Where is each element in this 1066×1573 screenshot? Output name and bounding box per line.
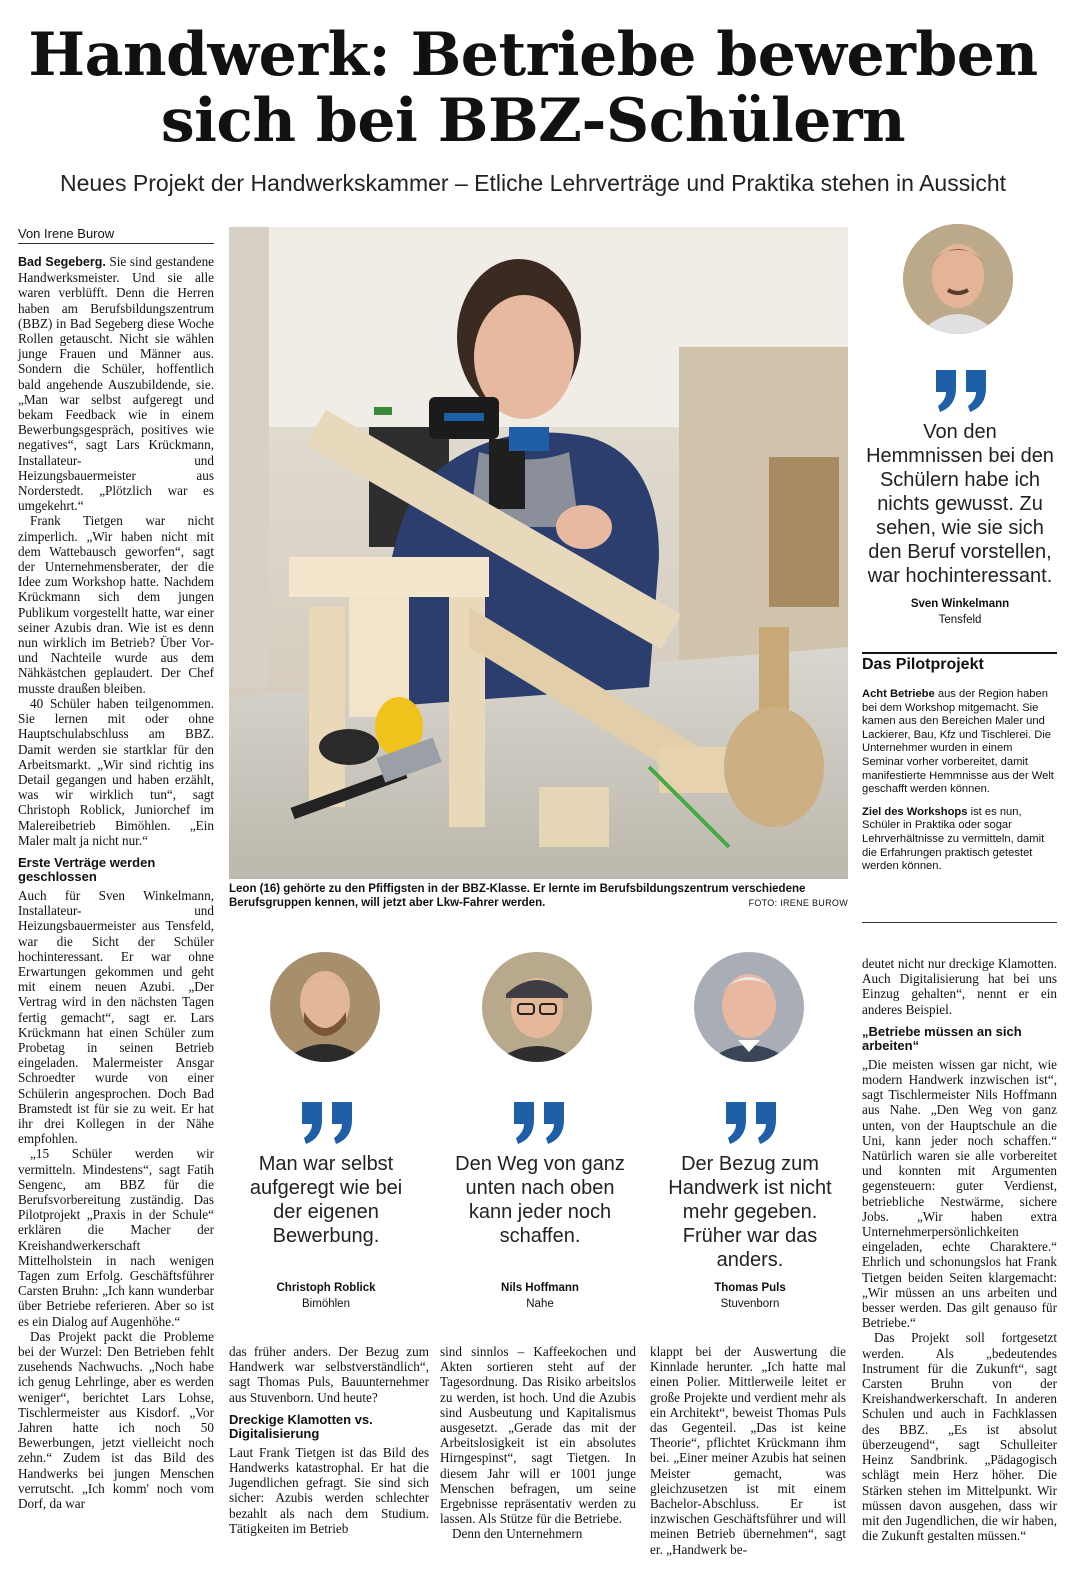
pull-quote-text: Den Weg von ganz unten nach oben kann jeder noch schaffen. [455, 1153, 625, 1247]
pull-quote-text: Von den Hemmnissen bei den Schülern habe ich nichts gewusst. Zu sehen, wie sie sich den Beruf vorstellen, war hochinteressant. [866, 421, 1054, 587]
portrait-winkelmann [903, 224, 1013, 334]
subhead: Neues Projekt der Handwerkskammer – Etliche Lehrverträge und Praktika stehen in Aussicht [59, 170, 1006, 196]
paragraph: deutet nicht nur dreckige Klamotten. Auch Digitalisierung hat bei uns Einzug gehalten“, nennt er ein anderes Beispiel. [862, 956, 1057, 1017]
subheading: Dreckige Klamotten vs. Digitalisierung [229, 1411, 373, 1441]
paragraph: Auch für Sven Winkelmann, Installateur- und Heizungsbauermeister aus Tensfeld, war die Sicht der Schüler hochinteressant. Er war ohne Erwartungen gekommen und geht mit einem neuen Azubi. „Der Vertrag wird in den nächsten Tagen fertig gemacht“, sagt er. Lars Krückmann hat einen Schüler zum Probetag in seinen Betrieb eingeladen. Malermeister Ansgar Schroedter wurde von einer Schülerin angesprochen. Doch Bad Bramstedt ist für sie zu weit. Er hat ihr drei Kollegen in der Nähe empfohlen. [18, 887, 214, 1147]
info-paragraph: Ziel des Workshops ist es nun, Schüler in Praktika oder sogar Lehrverhältnisse zu vermitteln, damit die Erfahrungen praktisch getestet werden können. [862, 805, 1045, 873]
paragraph: Das Projekt packt die Probleme bei der Wurzel: Den Betrieben fehlt zusehends Nachwuchs. „Noch habe ich genug Lehrlinge, aber es werden weniger“, berichtet Lars Lohse, Tischlermeister aus Kisdorf. „Vor Jahren hatte ich noch 50 Bewerbungen, jetzt vielleicht noch zehn.“ Zudem ist das Bild des Handwerks bei jungen Menschen verrutscht. „Ich komm' noch vom Dorf, da war [18, 1328, 214, 1512]
info-box-body [862, 688, 1057, 883]
info-box-title: Das Pilotprojekt [862, 652, 1057, 674]
pull-quote-name: Thomas Puls [714, 1282, 786, 1294]
byline: Von Irene Burow [18, 226, 214, 244]
paragraph: das früher anders. Der Bezug zum Handwerk war selbstverständlich“, sagt Thomas Puls, Bauunternehmer aus Stuvenborn. Und heute? [229, 1344, 429, 1405]
paragraph: sind sinnlos – Kaffeekochen und Akten sortieren steht auf der Tagesordnung. Das Risiko arbeitslos zu werden, ist hoch. Und die Azubis sind Ausbeutung und Kapitalismus ausgesetzt. „Gerade das mit der Arbeitslosigkeit ist ein absolutes Hirngespinst“, sagt Tietgen. In diesem Jahr will er 1001 junge Menschen befragen, um seine Ergebnisse repräsentativ werden zu lassen. Als Stütze für die Betriebe. [440, 1344, 636, 1527]
quote-mark-icon [300, 1102, 360, 1144]
portrait-avatar [270, 952, 380, 1062]
quote-mark-icon [724, 1102, 784, 1144]
article-column-2 [229, 1344, 429, 1536]
quote-mark-icon [512, 1102, 572, 1144]
pull-quote-text: Der Bezug zum Handwerk ist nicht mehr gegeben. Früher war das anders. [668, 1153, 832, 1271]
portrait-puls [694, 952, 804, 1062]
portrait-roblick [270, 952, 380, 1062]
subheading: „Betriebe müssen an sich arbeiten“ [862, 1023, 1022, 1053]
article-column-5 [862, 956, 1057, 1543]
subheading: Erste Verträge werden geschlossen [18, 854, 156, 884]
article-column-1 [18, 254, 214, 1511]
dateline: Bad Segeberg. [18, 255, 106, 269]
portrait-avatar [694, 952, 804, 1062]
portrait-hoffmann [482, 952, 592, 1062]
pull-quote-name: Sven Winkelmann [910, 598, 1010, 610]
pull-quote-place: Stuvenborn [720, 1298, 780, 1310]
paragraph: „15 Schüler werden wir vermitteln. Mindestens“, sagt Fatih Sengenc, am BBZ für die Berufsvorbereitung zuständig. Das Pilotprojekt „Praxis in der Schule“ erklären die Macher der Kreishandwerkerschaft Mittelholstein in nach wenigen Tagen zum Erfolg. Geschäftsführer Carsten Bruhn: „Ich kann wunderbar über Betriebe referieren. Aber so ist es ein Dialog auf Augenhöhe.“ [18, 1146, 214, 1329]
paragraph: 40 Schüler haben teilgenommen. Sie lernen mit oder ohne Hauptschulabschluss am BBZ. Damit werden sie startklar für den Arbeitsmarkt. „Wir sind richtig ins Detail gegangen und haben erzählt, was wir wirklich tun“, sagt Christoph Roblick, Juniorchef im Malereibetrieb Bimöhlen. „Ein Maler malt ja nicht nur.“ [18, 695, 214, 848]
headline-line-1: Handwerk: Betriebe bewerben [28, 20, 1038, 90]
pull-quote-name: Christoph Roblick [276, 1282, 376, 1294]
pull-quote-place: Tensfeld [938, 614, 982, 626]
photo-caption: Leon (16) gehörte zu den Pfiffigsten in der BBZ-Klasse. Er lernte im Berufsbildungszentrum verschiedene Berufsgruppen kennen, will jetzt aber Lkw-Fahrer werden. [229, 883, 806, 909]
article-column-3 [440, 1344, 636, 1542]
paragraph: Laut Frank Tietgen ist das Bild des Handwerks katastrophal. Er hat die Jugendlichen gefragt. Sie sind sich sicher: Azubis werden schlechter bezahlt als nach dem Studium. Tätigkeiten im Betrieb [229, 1444, 429, 1536]
workshop-photo [229, 227, 848, 879]
divider [862, 922, 1057, 923]
info-paragraph: Acht Betriebe aus der Region haben bei dem Workshop mitgemacht. Sie kamen aus den Bereichen Maler und Lackierer, Bau, Kfz und Tischlerei. Die Unternehmer wurden in einem Seminar vorher vorbereitet, damit manifestierte Hemmnisse aus der Welt geschafft werden können. [862, 688, 1054, 796]
paragraph: Das Projekt soll fortgesetzt werden. Als „bedeutendes Instrument für die Zukunft“, sagt Carsten Bruhn von der Kreishandwerkerschaft. In anderen Schulen und auch in Fachklassen des BBZ. „Es ist absolut überzeugend“, sagt Schulleiter Heinz Sandbrink. „Pädagogisch schlägt mein Herz höher. Die Stärken stehen im Mittelpunkt. Wir müssen davon ausgehen, dass wir mit den Jugendlichen, die wir haben, die Zukunft gestalten müssen.“ [862, 1330, 1057, 1544]
paragraph: Frank Tietgen war nicht zimperlich. „Wir haben nicht mit dem Wattebausch geworfen“, sagt der Unternehmensberater, der die Idee zum Workshop hatte. Nachdem Krückmann sich dem jungen Publikum vorgestellt hatte, war einer seiner Azubis dran. Wie ist es denn nun wirklich im Betrieb? Über Vor- und Nachteile wurde aus dem Nähkästchen geplaudert. Der Chef musste draußen bleiben. [18, 513, 214, 696]
paragraph: Bad Segeberg. Sie sind gestandene Handwerksmeister. Und sie alle waren verblüfft. Denn die Herren haben am Berufsbildungszentrum (BBZ) in Bad Segeberg diese Woche Rollen getauscht. Nicht sie wählen junge Frauen und Männer aus. Sondern die Schüler, hoffentlich bald angehende Auszubildende, sie. „Man war selbst aufgeregt und bekam Feedback wie in einem Bewerbungsgespräch, positives wie negatives“, sagt Lars Krückmann, Installateur- und Heizungsbauermeister aus Norderstedt. „Plötzlich war es umgekehrt.“ [18, 254, 215, 514]
quote-mark-icon [934, 370, 994, 412]
pull-quote-text: Man war selbst aufgeregt wie bei der eigenen Bewerbung. [249, 1153, 403, 1247]
headline-line-2: sich bei BBZ-Schülern [160, 86, 906, 156]
article-column-4 [650, 1344, 846, 1557]
paragraph: Denn den Unternehmern [452, 1526, 583, 1542]
paragraph: „Die meisten wissen gar nicht, wie modern Handwerk inzwischen ist“, sagt Tischlermeister Nils Hoffmann aus Nahe. „Den Weg von ganz unten, von der Hauptschule an die Uni, kann jeder noch schaffen.“ Natürlich waren sie alle vorbereitet und konnten mit Argumenten gegensteuern: guter Verdienst, betriebliche Nestwärme, sichere Jobs. „Wir haben extra Unternehmerpersönlichkeiten eingeladen, echte Charaktere.“ Ehrlich und schonungslos hat Frank Tietgen beiden Seiten klargemacht: „Wir müssen an uns arbeiten und besser werden. Das gilt genauso für Betriebe.“ [862, 1056, 1057, 1331]
paragraph: klappt bei der Auswertung die Kinnlade herunter. „Ich hatte mal einen Polier. Mittlerweile leitet er große Projekte und verdient mehr als ein Architekt“, beweist Thomas Puls das Gegenteil. „Das ist keine Theorie“, pflichtet Krückmann ihm bei. „Einer meiner Azubis hat seinen Meister gemacht, was gleichzusetzen ist mit einem Bachelor-Abschluss. Er ist inzwischen Geschäftsführer und will meinen Betrieb übernehmen“, sagt er. „Handwerk be- [650, 1344, 846, 1557]
pull-quote-place: Bimöhlen [302, 1298, 350, 1310]
portrait-avatar [903, 224, 1013, 334]
portrait-avatar [482, 952, 592, 1062]
main-photo [229, 227, 848, 879]
pull-quote-name: Nils Hoffmann [501, 1282, 579, 1294]
headline [0, 22, 1066, 154]
photo-credit: FOTO: IRENE BUROW [748, 898, 848, 908]
pull-quote-place: Nahe [526, 1298, 554, 1310]
